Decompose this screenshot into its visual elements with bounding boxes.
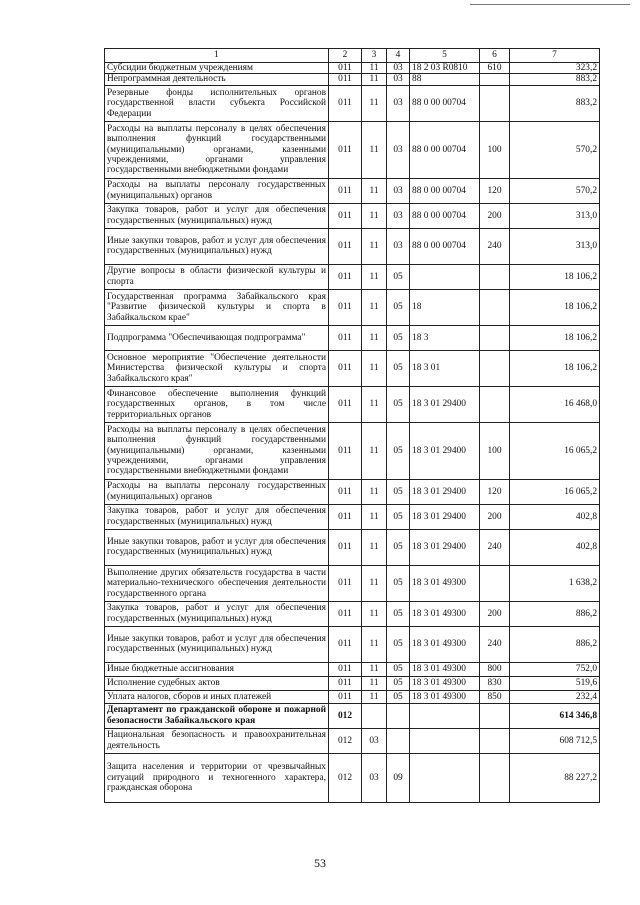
expense-type-code: 830 bbox=[480, 676, 510, 690]
row-name: Другие вопросы в области физической культуры и спорта bbox=[105, 264, 329, 289]
target-article-code: 88 0 00 00704 bbox=[410, 228, 480, 264]
row-name: Выполнение других обязательств государства в части материально-технического обеспечения деятельности государственного органа bbox=[105, 565, 329, 601]
section-code: 011 bbox=[329, 601, 362, 626]
target-article-code: 18 3 01 49300 bbox=[410, 662, 480, 676]
expense-type-code: 240 bbox=[480, 529, 510, 565]
table-row bbox=[105, 74, 600, 85]
chapter-code: 11 bbox=[362, 178, 387, 203]
amount: 614 346,8 bbox=[510, 703, 600, 728]
row-name: Иные закупки товаров, работ и услуг для обеспечения государственных (муниципальных) нужд bbox=[105, 529, 329, 565]
table-row bbox=[105, 504, 600, 529]
amount: 16 065,2 bbox=[510, 422, 600, 479]
expense-type-code bbox=[480, 350, 510, 386]
section-code: 012 bbox=[329, 703, 362, 728]
target-article-code bbox=[410, 264, 480, 289]
expense-type-code: 120 bbox=[480, 479, 510, 504]
expense-type-code bbox=[480, 74, 510, 85]
chapter-code: 11 bbox=[362, 626, 387, 662]
top-rule-line bbox=[470, 4, 630, 5]
subsection-code: 03 bbox=[387, 228, 410, 264]
subsection-code: 05 bbox=[387, 422, 410, 479]
subsection-code: 03 bbox=[387, 178, 410, 203]
target-article-code: 18 3 01 29400 bbox=[410, 386, 480, 422]
row-name: Расходы на выплаты персоналу в целях обеспечения выполнения функций государственными (муниципальными) органами, казенными учреждениями, органами управления государственными внебюджетными фондами bbox=[105, 121, 329, 178]
amount: 18 106,2 bbox=[510, 264, 600, 289]
section-code: 011 bbox=[329, 422, 362, 479]
subsection-code: 05 bbox=[387, 264, 410, 289]
chapter-code: 11 bbox=[362, 289, 387, 325]
subsection-code: 05 bbox=[387, 676, 410, 690]
section-code: 011 bbox=[329, 178, 362, 203]
chapter-code bbox=[362, 703, 387, 728]
page-number: 53 bbox=[314, 856, 326, 870]
table-row bbox=[105, 728, 600, 753]
chapter-code: 11 bbox=[362, 479, 387, 504]
section-code: 011 bbox=[329, 350, 362, 386]
header-col-5: 5 bbox=[410, 49, 480, 63]
expense-type-code: 200 bbox=[480, 504, 510, 529]
expense-type-code: 800 bbox=[480, 662, 510, 676]
subsection-code: 05 bbox=[387, 529, 410, 565]
expense-type-code: 240 bbox=[480, 626, 510, 662]
chapter-code: 11 bbox=[362, 121, 387, 178]
table-row bbox=[105, 63, 600, 74]
chapter-code: 11 bbox=[362, 74, 387, 85]
row-name: Национальная безопасность и правоохранительная деятельность bbox=[105, 728, 329, 753]
chapter-code: 11 bbox=[362, 662, 387, 676]
row-name: Закупка товаров, работ и услуг для обеспечения государственных (муниципальных) нужд bbox=[105, 504, 329, 529]
amount: 313,0 bbox=[510, 228, 600, 264]
amount: 886,2 bbox=[510, 601, 600, 626]
target-article-code: 88 0 00 00704 bbox=[410, 203, 480, 228]
target-article-code bbox=[410, 753, 480, 802]
amount: 18 106,2 bbox=[510, 325, 600, 350]
section-code: 011 bbox=[329, 565, 362, 601]
expense-type-code: 200 bbox=[480, 203, 510, 228]
target-article-code: 18 3 bbox=[410, 325, 480, 350]
expense-type-code bbox=[480, 703, 510, 728]
subsection-code: 03 bbox=[387, 203, 410, 228]
subsection-code: 05 bbox=[387, 350, 410, 386]
table-row bbox=[105, 479, 600, 504]
table-body bbox=[105, 63, 600, 803]
expense-type-code: 200 bbox=[480, 601, 510, 626]
expense-type-code: 850 bbox=[480, 690, 510, 703]
subsection-code: 05 bbox=[387, 479, 410, 504]
amount: 570,2 bbox=[510, 121, 600, 178]
section-code: 011 bbox=[329, 264, 362, 289]
target-article-code: 18 3 01 29400 bbox=[410, 479, 480, 504]
section-code: 011 bbox=[329, 63, 362, 74]
row-name: Государственная программа Забайкальского края "Развитие физической культуры и спорта в Забайкальском крае" bbox=[105, 289, 329, 325]
table-row bbox=[105, 350, 600, 386]
target-article-code: 88 0 00 00704 bbox=[410, 121, 480, 178]
table-row bbox=[105, 565, 600, 601]
row-name: Финансовое обеспечение выполнения функций государственных органов, в том числе территориальных органов bbox=[105, 386, 329, 422]
amount: 402,8 bbox=[510, 529, 600, 565]
table-row bbox=[105, 676, 600, 690]
section-code: 011 bbox=[329, 386, 362, 422]
header-col-7: 7 bbox=[510, 49, 600, 63]
amount: 883,2 bbox=[510, 74, 600, 85]
section-code: 011 bbox=[329, 228, 362, 264]
subsection-code: 05 bbox=[387, 690, 410, 703]
table-row bbox=[105, 703, 600, 728]
row-name: Закупка товаров, работ и услуг для обеспечения государственных (муниципальных) нужд bbox=[105, 203, 329, 228]
target-article-code: 18 2 03 R0810 bbox=[410, 63, 480, 74]
target-article-code: 18 bbox=[410, 289, 480, 325]
subsection-code: 05 bbox=[387, 504, 410, 529]
chapter-code: 03 bbox=[362, 753, 387, 802]
subsection-code bbox=[387, 728, 410, 753]
target-article-code: 18 3 01 49300 bbox=[410, 676, 480, 690]
table-row bbox=[105, 422, 600, 479]
row-name: Иные закупки товаров, работ и услуг для обеспечения государственных (муниципальных) нужд bbox=[105, 228, 329, 264]
subsection-code: 05 bbox=[387, 289, 410, 325]
row-name: Расходы на выплаты персоналу государственных (муниципальных) органов bbox=[105, 479, 329, 504]
expense-type-code: 610 bbox=[480, 63, 510, 74]
chapter-code: 11 bbox=[362, 422, 387, 479]
subsection-code: 05 bbox=[387, 325, 410, 350]
row-name: Уплата налогов, сборов и иных платежей bbox=[105, 690, 329, 703]
amount: 886,2 bbox=[510, 626, 600, 662]
chapter-code: 11 bbox=[362, 690, 387, 703]
row-name: Иные бюджетные ассигнования bbox=[105, 662, 329, 676]
section-code: 011 bbox=[329, 121, 362, 178]
table-row bbox=[105, 690, 600, 703]
section-code: 011 bbox=[329, 529, 362, 565]
header-col-3: 3 bbox=[362, 49, 387, 63]
amount: 232,4 bbox=[510, 690, 600, 703]
row-name: Закупка товаров, работ и услуг для обеспечения государственных (муниципальных) нужд bbox=[105, 601, 329, 626]
chapter-code: 11 bbox=[362, 676, 387, 690]
target-article-code bbox=[410, 703, 480, 728]
subsection-code: 03 bbox=[387, 85, 410, 121]
target-article-code: 18 3 01 bbox=[410, 350, 480, 386]
row-name: Основное мероприятие "Обеспечение деятельности Министерства физической культуры и спорта Забайкальского края" bbox=[105, 350, 329, 386]
chapter-code: 03 bbox=[362, 728, 387, 753]
expense-type-code bbox=[480, 289, 510, 325]
subsection-code: 05 bbox=[387, 386, 410, 422]
table-row bbox=[105, 325, 600, 350]
table-row bbox=[105, 601, 600, 626]
section-code: 011 bbox=[329, 325, 362, 350]
table-row bbox=[105, 626, 600, 662]
section-code: 012 bbox=[329, 753, 362, 802]
table-row bbox=[105, 386, 600, 422]
chapter-code: 11 bbox=[362, 228, 387, 264]
amount: 88 227,2 bbox=[510, 753, 600, 802]
header-col-1: 1 bbox=[105, 49, 329, 63]
row-name: Иные закупки товаров, работ и услуг для обеспечения государственных (муниципальных) нужд bbox=[105, 626, 329, 662]
row-name: Исполнение судебных актов bbox=[105, 676, 329, 690]
chapter-code: 11 bbox=[362, 386, 387, 422]
amount: 18 106,2 bbox=[510, 289, 600, 325]
target-article-code: 18 3 01 49300 bbox=[410, 690, 480, 703]
row-name: Резервные фонды исполнительных органов государственной власти субъекта Российской Федерации bbox=[105, 85, 329, 121]
amount: 519,6 bbox=[510, 676, 600, 690]
table-row bbox=[105, 264, 600, 289]
section-code: 011 bbox=[329, 626, 362, 662]
chapter-code: 11 bbox=[362, 565, 387, 601]
expense-type-code: 120 bbox=[480, 178, 510, 203]
chapter-code: 11 bbox=[362, 601, 387, 626]
expense-type-code bbox=[480, 753, 510, 802]
target-article-code bbox=[410, 728, 480, 753]
amount: 608 712,5 bbox=[510, 728, 600, 753]
header-col-4: 4 bbox=[387, 49, 410, 63]
subsection-code: 05 bbox=[387, 565, 410, 601]
amount: 323,2 bbox=[510, 63, 600, 74]
section-code: 011 bbox=[329, 690, 362, 703]
amount: 752,0 bbox=[510, 662, 600, 676]
subsection-code: 09 bbox=[387, 753, 410, 802]
section-code: 011 bbox=[329, 662, 362, 676]
target-article-code: 18 3 01 49300 bbox=[410, 565, 480, 601]
chapter-code: 11 bbox=[362, 529, 387, 565]
section-code: 011 bbox=[329, 74, 362, 85]
table-header-row bbox=[105, 49, 600, 63]
expense-type-code bbox=[480, 728, 510, 753]
subsection-code bbox=[387, 703, 410, 728]
amount: 18 106,2 bbox=[510, 350, 600, 386]
amount: 883,2 bbox=[510, 85, 600, 121]
table-row bbox=[105, 529, 600, 565]
row-name: Субсидии бюджетным учреждениям bbox=[105, 63, 329, 74]
subsection-code: 03 bbox=[387, 121, 410, 178]
table-row bbox=[105, 121, 600, 178]
table-row bbox=[105, 753, 600, 802]
section-code: 011 bbox=[329, 676, 362, 690]
table-row bbox=[105, 203, 600, 228]
subsection-code: 05 bbox=[387, 662, 410, 676]
table-row bbox=[105, 85, 600, 121]
budget-table bbox=[104, 48, 600, 803]
amount: 570,2 bbox=[510, 178, 600, 203]
subsection-code: 03 bbox=[387, 74, 410, 85]
amount: 1 638,2 bbox=[510, 565, 600, 601]
subsection-code: 05 bbox=[387, 626, 410, 662]
chapter-code: 11 bbox=[362, 203, 387, 228]
section-code: 011 bbox=[329, 479, 362, 504]
chapter-code: 11 bbox=[362, 350, 387, 386]
expense-type-code: 100 bbox=[480, 121, 510, 178]
expense-type-code bbox=[480, 325, 510, 350]
expense-type-code bbox=[480, 85, 510, 121]
row-name: Расходы на выплаты персоналу государственных (муниципальных) органов bbox=[105, 178, 329, 203]
amount: 402,8 bbox=[510, 504, 600, 529]
table-row bbox=[105, 228, 600, 264]
target-article-code: 88 bbox=[410, 74, 480, 85]
section-code: 011 bbox=[329, 289, 362, 325]
target-article-code: 18 3 01 29400 bbox=[410, 504, 480, 529]
table-row bbox=[105, 289, 600, 325]
chapter-code: 11 bbox=[362, 504, 387, 529]
amount: 16 065,2 bbox=[510, 479, 600, 504]
target-article-code: 18 3 01 49300 bbox=[410, 601, 480, 626]
header-col-6: 6 bbox=[480, 49, 510, 63]
chapter-code: 11 bbox=[362, 85, 387, 121]
row-name: Защита населения и территории от чрезвычайных ситуаций природного и техногенного характера, гражданская оборона bbox=[105, 753, 329, 802]
target-article-code: 88 0 00 00704 bbox=[410, 178, 480, 203]
table-row bbox=[105, 178, 600, 203]
expense-type-code bbox=[480, 386, 510, 422]
row-name: Непрограммная деятельность bbox=[105, 74, 329, 85]
section-code: 011 bbox=[329, 85, 362, 121]
chapter-code: 11 bbox=[362, 264, 387, 289]
chapter-code: 11 bbox=[362, 325, 387, 350]
section-code: 012 bbox=[329, 728, 362, 753]
row-name: Расходы на выплаты персоналу в целях обеспечения выполнения функций государственными (муниципальными) органами, казенными учреждениями, органами управления государственными внебюджетными фондами bbox=[105, 422, 329, 479]
chapter-code: 11 bbox=[362, 63, 387, 74]
expense-type-code: 240 bbox=[480, 228, 510, 264]
header-col-2: 2 bbox=[329, 49, 362, 63]
target-article-code: 18 3 01 29400 bbox=[410, 422, 480, 479]
table-row bbox=[105, 662, 600, 676]
subsection-code: 03 bbox=[387, 63, 410, 74]
amount: 313,0 bbox=[510, 203, 600, 228]
row-name: Подпрограмма "Обеспечивающая подпрограмма" bbox=[105, 325, 329, 350]
expense-type-code bbox=[480, 264, 510, 289]
section-code: 011 bbox=[329, 504, 362, 529]
expense-type-code: 100 bbox=[480, 422, 510, 479]
row-name: Департамент по гражданской обороне и пожарной безопасности Забайкальского края bbox=[105, 703, 329, 728]
amount: 16 468,0 bbox=[510, 386, 600, 422]
target-article-code: 18 3 01 49300 bbox=[410, 626, 480, 662]
subsection-code: 05 bbox=[387, 601, 410, 626]
target-article-code: 18 3 01 29400 bbox=[410, 529, 480, 565]
expense-type-code bbox=[480, 565, 510, 601]
section-code: 011 bbox=[329, 203, 362, 228]
target-article-code: 88 0 00 00704 bbox=[410, 85, 480, 121]
